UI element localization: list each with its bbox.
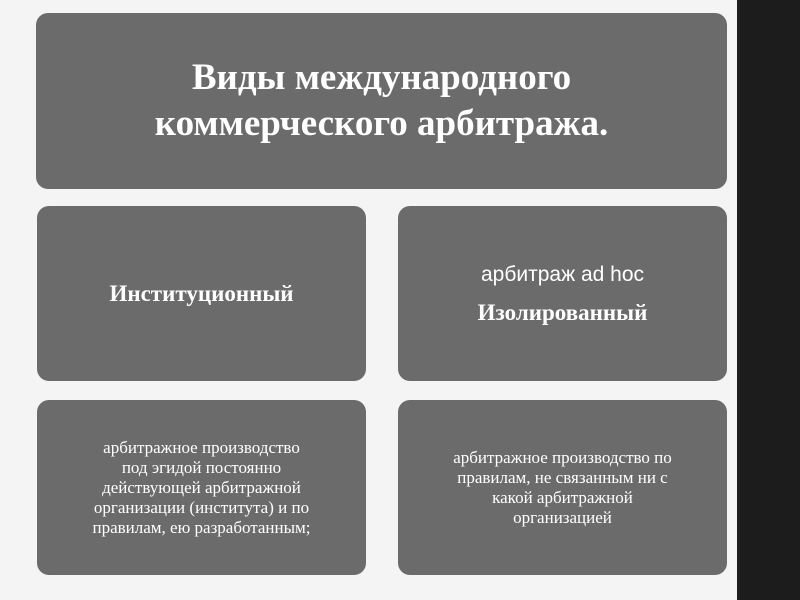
- institutional-box: [37, 206, 366, 381]
- title-box: [36, 13, 727, 189]
- adhoc-description-box: [398, 400, 727, 575]
- diagram-title: Виды международного коммерческого арбитража.: [154, 57, 609, 144]
- adhoc-description: арбитражное производство по правилам, не связанным ни с какой арбитражной организацией: [453, 447, 672, 527]
- institutional-description-box: [37, 400, 366, 575]
- adhoc-box: [398, 206, 727, 381]
- adhoc-label: Изолированный: [477, 299, 648, 325]
- institutional-label: Институционный: [109, 280, 294, 306]
- adhoc-subtitle: арбитраж ad hoc: [480, 262, 645, 286]
- side-bar: [737, 0, 800, 600]
- institutional-description: арбитражное производство под эгидой постоянно действующей арбитражной организации (института) и по правилам, ею разработанным;: [92, 437, 311, 537]
